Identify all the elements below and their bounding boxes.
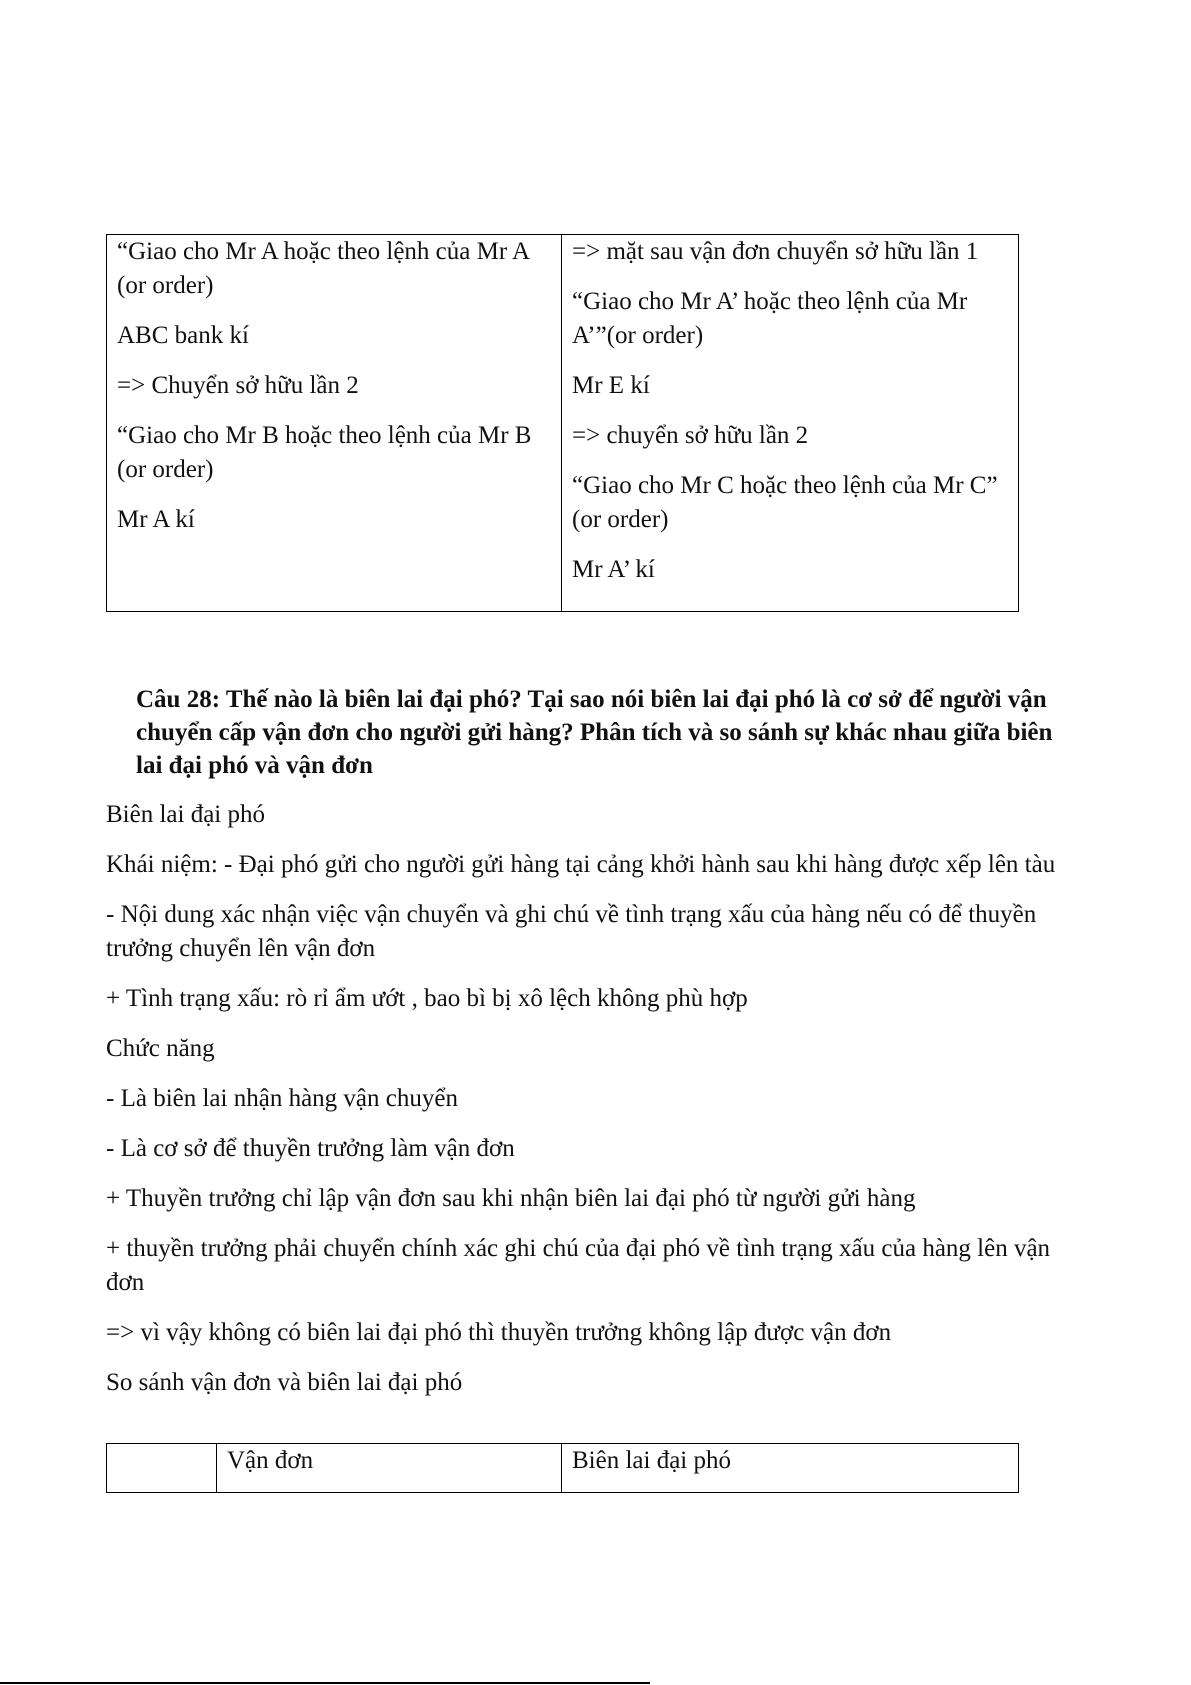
paragraph: Chức năng bbox=[106, 1035, 215, 1062]
cell-line: Mr A kí bbox=[117, 506, 195, 533]
paragraph: + Thuyền trưởng chỉ lập vận đơn sau khi nhận biên lai đại phó từ người gửi hàng bbox=[106, 1185, 916, 1212]
cell-line: “Giao cho Mr C hoặc theo lệnh của Mr C” (or order) bbox=[572, 472, 998, 533]
cell-line: => chuyển sở hữu lần 2 bbox=[572, 422, 809, 449]
table-row bbox=[107, 235, 1019, 612]
table-cell-left bbox=[107, 235, 562, 612]
paragraph: => vì vậy không có biên lai đại phó thì thuyền trưởng không lập được vận đơn bbox=[106, 1319, 892, 1346]
paragraph: Khái niệm: - Đại phó gửi cho người gửi hàng tại cảng khởi hành sau khi hàng được xếp lên tàu bbox=[106, 851, 1056, 878]
comparison-table bbox=[106, 1443, 1019, 1493]
table-header-bill-of-lading: Vận đơn bbox=[217, 1444, 562, 1493]
cell-line: => Chuyển sở hữu lần 2 bbox=[117, 372, 359, 399]
cell-line: ABC bank kí bbox=[117, 322, 249, 349]
cell-line: => mặt sau vận đơn chuyển sở hữu lần 1 bbox=[572, 238, 979, 265]
cell-line: Mr E kí bbox=[572, 372, 650, 399]
table-header-mates-receipt: Biên lai đại phó bbox=[562, 1444, 1019, 1493]
cell-line: Mr A’ kí bbox=[572, 556, 655, 583]
table-cell-right bbox=[562, 235, 1019, 612]
paragraph: Biên lai đại phó bbox=[106, 801, 265, 828]
body-text bbox=[106, 683, 1076, 1416]
table-header-row bbox=[107, 1444, 1019, 1493]
ownership-transfer-table bbox=[106, 234, 1019, 612]
question-heading: Câu 28: Thế nào là biên lai đại phó? Tại sao nói biên lai đại phó là cơ sở để người vận chuyển cấp vận đơn cho người gửi hàng? Phân tích và so sánh sự khác nhau giữa biên lai đại phó và vận đơn bbox=[136, 686, 1053, 779]
cell-line: “Giao cho Mr B hoặc theo lệnh của Mr B (or order) bbox=[117, 422, 532, 483]
footer-divider bbox=[0, 1682, 650, 1684]
cell-line: “Giao cho Mr A hoặc theo lệnh của Mr A (or order) bbox=[117, 238, 529, 299]
paragraph: + Tình trạng xấu: rò rỉ ẩm ướt , bao bì bị xô lệch không phù hợp bbox=[106, 985, 748, 1012]
paragraph: - Là biên lai nhận hàng vận chuyển bbox=[106, 1085, 458, 1112]
paragraph: - Nội dung xác nhận việc vận chuyển và ghi chú về tình trạng xấu của hàng nếu có để thuyền trưởng chuyển lên vận đơn bbox=[106, 901, 1037, 962]
paragraph: + thuyền trưởng phải chuyển chính xác ghi chú của đại phó về tình trạng xấu của hàng lên vận đơn bbox=[106, 1235, 1051, 1296]
paragraph: - Là cơ sở để thuyền trưởng làm vận đơn bbox=[106, 1135, 515, 1162]
table-header-empty bbox=[107, 1444, 217, 1493]
paragraph: So sánh vận đơn và biên lai đại phó bbox=[106, 1369, 463, 1396]
cell-line: “Giao cho Mr A’ hoặc theo lệnh của Mr A’”(or order) bbox=[572, 288, 968, 349]
